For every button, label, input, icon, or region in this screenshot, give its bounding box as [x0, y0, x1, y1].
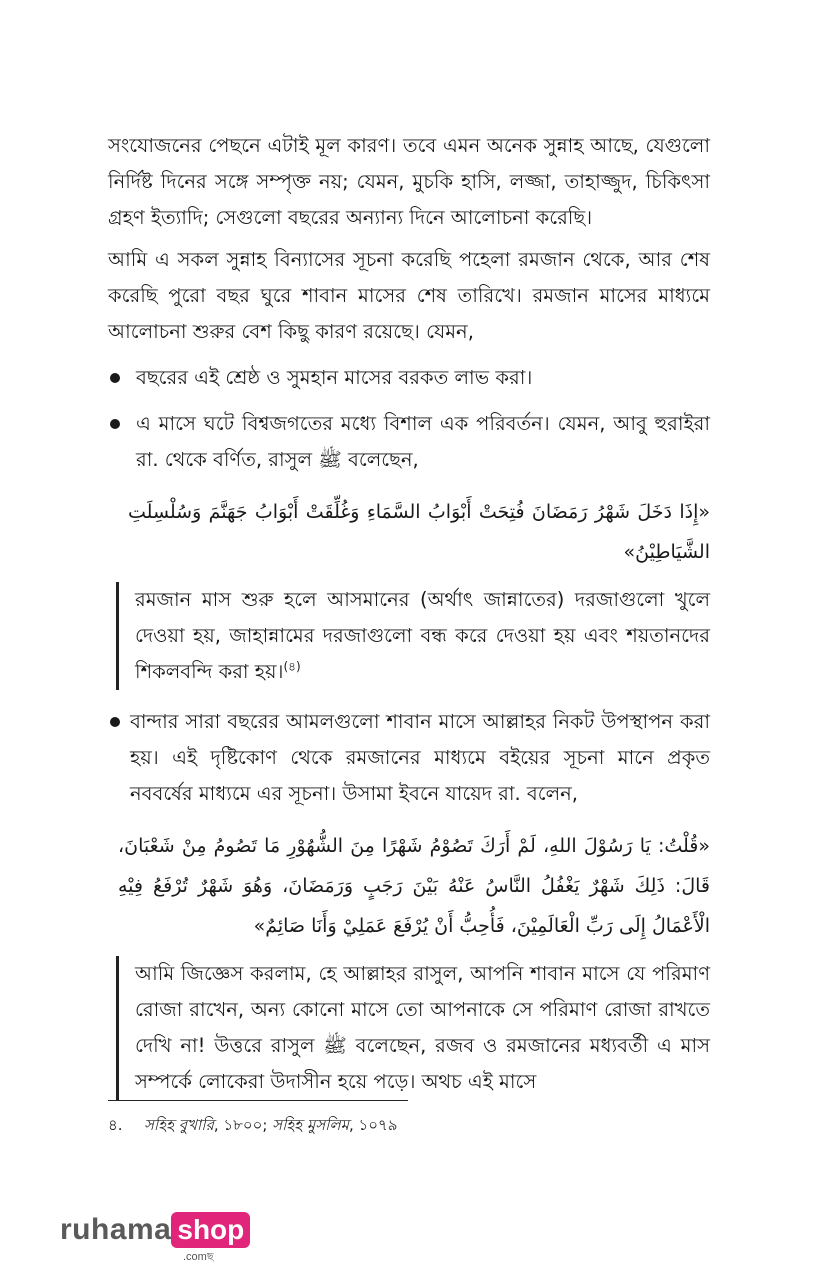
hadith-2-translation: আমি জিজ্ঞেস করলাম, হে আল্লাহর রাসুল, আপনি শাবান মাসে যে পরিমাণ রোজা রাখেন, অন্য কোনো মাসে তো আপনাকে সে পরিমাণ রোজা রাখতে দেখি না! উত্তরে রাসুল ﷺ বলেছেন, রজব ও রমজানের মধ্যবর্তী এ মাস সম্পর্কে লোকেরা উদাসীন হয়ে পড়ে। অথচ এই মাসে: [135, 962, 710, 1093]
footnote-book-1: সহিহ বুখারি: [144, 1116, 214, 1134]
page-content: [108, 128, 710, 1100]
footnote-ref-1: , ১৮০০;: [213, 1116, 273, 1134]
logo-dotcom-text: .comছ: [180, 1248, 217, 1267]
bullet-deeds: বান্দার সারা বছরের আমলগুলো শাবান মাসে আল্লাহর নিকট উপস্থাপন করা হয়। এই দৃষ্টিকোণ থেকে রমজানের মাধ্যমে বইয়ের সূচনা মানে প্রকৃত নববর্ষের মাধ্যমে এর সূচনা। উসামা ইবনে যায়েদ রা. বলেন,: [108, 704, 710, 812]
ruhamashop-logo: [60, 1212, 250, 1262]
footnote-number: ৪.: [108, 1116, 123, 1134]
hadith-1-translation: [135, 582, 710, 690]
footnote-ref[interactable]: (৪): [283, 659, 301, 674]
hadith-2-arabic: «قُلْتُ: يَا رَسُوْلَ اللهِ، لَمْ أَرَكَ تَصُوْمُ شَهْرًا مِنَ الشُّهُوْرِ مَا تَصُومُ مِنْ شَعْبَانَ، قَالَ: ذَلِكَ شَهْرٌ يَغْفُلُ النَّاسُ عَنْهُ بَيْنَ رَجَبٍ وَرَمَضَانَ، وَهُوَ شَهْرٌ تُرْفَعُ فِيْهِ الْأَعْمَالُ إِلَى رَبِّ الْعَالَمِيْنَ، فَأُحِبُّ أَنْ يُرْفَعَ عَمَلِيْ وَأَنَا صَائِمٌ»: [118, 835, 710, 937]
bullet-blessing: বছরের এই শ্রেষ্ঠ ও সুমহান মাসের বরকত লাভ করা।: [108, 360, 710, 396]
hadith-1-arabic: «إِذَا دَخَلَ شَهْرُ رَمَضَانَ فُتِحَتْ أَبْوَابُ السَّمَاءِ وَغُلِّقَتْ أَبْوَابُ جَهَنَّمَ وَسُلْسِلَتِ الشَّيَاطِيْنُ»: [128, 501, 710, 563]
bullet-change: এ মাসে ঘটে বিশ্বজগতের মধ্যে বিশাল এক পরিবর্তন। যেমন, আবু হুরাইরা রা. থেকে বর্ণিত, রাসুল ﷺ বলেছেন,: [108, 406, 710, 478]
logo-ruhama-text: ruhama: [60, 1213, 172, 1246]
paragraph-arrangement: আমি এ সকল সুন্নাহ বিন্যাসের সূচনা করেছি পহেলা রমজান থেকে, আর শেষ করেছি পুরো বছর ঘুরে শাবান মাসের শেষ তারিখে। রমজান মাসের মাধ্যমে আলোচনা শুরুর বেশ কিছু কারণ রয়েছে। যেমন,: [108, 248, 710, 343]
footnote-divider: [108, 1100, 408, 1101]
footnote-book-2: সহিহ মুসলিম: [272, 1116, 349, 1134]
footnote-ref-2: , ১০৭৯: [348, 1116, 398, 1134]
logo-shop-text: shop: [171, 1212, 250, 1248]
hadith-1-translation-block: [116, 582, 710, 690]
paragraph-intro: সংযোজনের পেছনে এটাই মূল কারণ। তবে এমন অনেক সুন্নাহ আছে, যেগুলো নির্দিষ্ট দিনের সঙ্গে সম্পৃক্ত নয়; যেমন, মুচকি হাসি, লজ্জা, তাহাজ্জুদ, চিকিৎসা গ্রহণ ইত্যাদি; সেগুলো বছরের অন্যান্য দিনে আলোচনা করেছি।: [108, 134, 710, 229]
hadith-1-translation-text: রমজান মাস শুরু হলে আসমানের (অর্থাৎ জান্নাতের) দরজাগুলো খুলে দেওয়া হয়, জাহান্নামের দরজাগুলো বন্ধ করে দেওয়া হয় এবং শয়তানদের শিকলবন্দি করা হয়।: [135, 588, 710, 683]
hadith-2-translation-block: [116, 956, 710, 1100]
footnote: [108, 1114, 397, 1139]
